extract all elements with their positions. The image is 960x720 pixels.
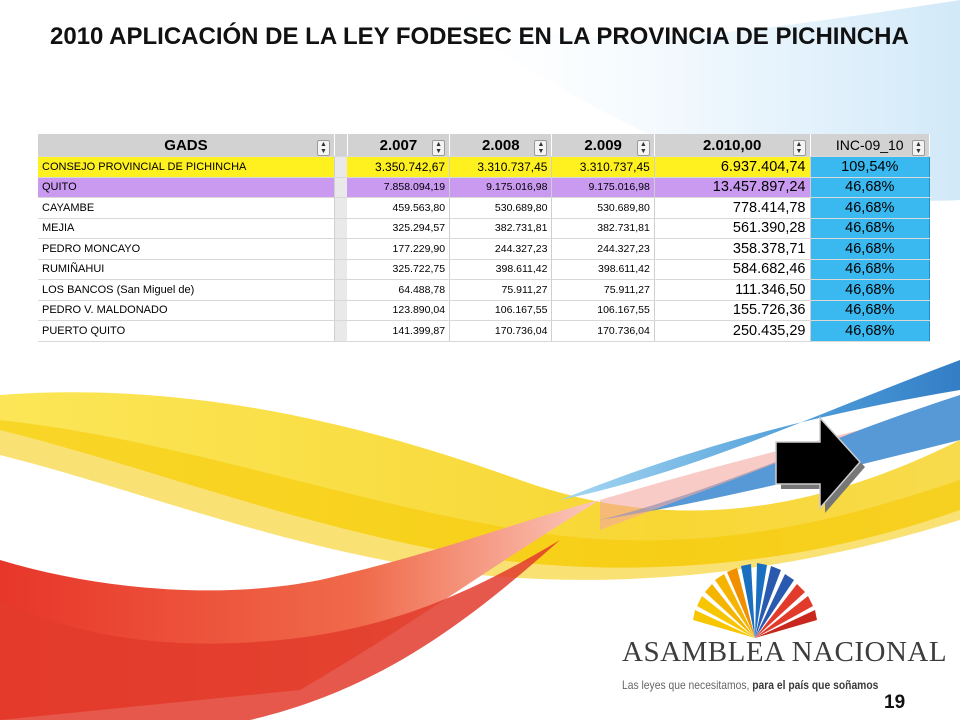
cell-2009: 530.689,80 (552, 198, 654, 219)
tagline-bold: para el país que soñamos (752, 678, 879, 692)
cell-2008: 530.689,80 (450, 198, 552, 219)
sort-arrows-icon[interactable]: ▲ ▼ (317, 140, 330, 156)
header-2010-label: 2.010,00 (702, 136, 762, 154)
row-name: MEJIA (38, 218, 334, 239)
cell-2008: 398.611,42 (450, 259, 552, 280)
cell-2010: 778.414,78 (654, 198, 810, 219)
gads-table-container (38, 134, 930, 340)
cell-2010: 13.457.897,24 (654, 177, 810, 198)
cell-2009: 3.310.737,45 (552, 157, 654, 178)
header-inc-label: INC-09_10 (835, 137, 904, 153)
row-name: LOS BANCOS (San Miguel de) (38, 280, 334, 301)
header-2009-label: 2.009 (584, 136, 622, 154)
column-gap (334, 198, 347, 219)
table-row (38, 177, 930, 198)
cell-inc: 46,68% (810, 177, 930, 198)
cell-2008: 170.736,04 (450, 321, 552, 342)
sort-arrows-icon[interactable]: ▲ ▼ (637, 140, 650, 156)
cell-2009: 170.736,04 (552, 321, 654, 342)
cell-2008: 9.175.016,98 (450, 177, 552, 198)
table-row (38, 280, 930, 301)
right-arrow-icon[interactable] (774, 414, 866, 516)
cell-inc: 46,68% (810, 198, 930, 219)
sun-logo-icon (690, 560, 820, 640)
table-header-row (38, 134, 930, 157)
header-inc[interactable] (810, 134, 930, 157)
cell-inc: 46,68% (810, 218, 930, 239)
cell-2007: 325.722,75 (347, 259, 449, 280)
sort-arrows-icon[interactable]: ▲ ▼ (793, 140, 806, 156)
cell-2010: 250.435,29 (654, 321, 810, 342)
cell-2010: 561.390,28 (654, 218, 810, 239)
header-2007[interactable] (347, 134, 449, 157)
row-name: PUERTO QUITO (38, 321, 334, 342)
cell-inc: 46,68% (810, 300, 930, 321)
sort-arrows-icon[interactable]: ▲ ▼ (432, 140, 445, 156)
cell-2008: 106.167,55 (450, 300, 552, 321)
column-gap (334, 321, 347, 342)
cell-2007: 64.488,78 (347, 280, 449, 301)
cell-2009: 75.911,27 (552, 280, 654, 301)
table-row (38, 239, 930, 260)
cell-2009: 9.175.016,98 (552, 177, 654, 198)
cell-2010: 111.346,50 (654, 280, 810, 301)
row-name: RUMIÑAHUI (38, 259, 334, 280)
cell-2008: 382.731,81 (450, 218, 552, 239)
cell-2008: 75.911,27 (450, 280, 552, 301)
column-gap (334, 177, 347, 198)
cell-2009: 398.611,42 (552, 259, 654, 280)
column-gap (334, 134, 347, 157)
cell-inc: 46,68% (810, 321, 930, 342)
column-gap (334, 157, 347, 178)
column-gap (334, 280, 347, 301)
table-row (38, 198, 930, 219)
cell-inc: 109,54% (810, 157, 930, 178)
cell-2007: 325.294,57 (347, 218, 449, 239)
cell-2007: 7.858.094,19 (347, 177, 449, 198)
header-2008-label: 2.008 (482, 136, 520, 154)
sort-arrows-icon[interactable]: ▲ ▼ (912, 140, 925, 156)
row-name: CONSEJO PROVINCIAL DE PICHINCHA (38, 157, 334, 178)
header-gads-label: GADS (164, 136, 208, 154)
table-row (38, 321, 930, 342)
column-gap (334, 239, 347, 260)
cell-2008: 3.310.737,45 (450, 157, 552, 178)
slide-title: 2010 APLICACIÓN DE LA LEY FODESEC EN LA PROVINCIA DE PICHINCHA (50, 23, 909, 50)
cell-inc: 46,68% (810, 259, 930, 280)
cell-2007: 459.563,80 (347, 198, 449, 219)
row-name: PEDRO MONCAYO (38, 239, 334, 260)
header-2008[interactable] (450, 134, 552, 157)
cell-2010: 358.378,71 (654, 239, 810, 260)
cell-2007: 3.350.742,67 (347, 157, 449, 178)
cell-2010: 155.726,36 (654, 300, 810, 321)
header-2010[interactable] (654, 134, 810, 157)
sort-arrows-icon[interactable]: ▲ ▼ (534, 140, 547, 156)
table-row (38, 300, 930, 321)
cell-2007: 141.399,87 (347, 321, 449, 342)
table-row (38, 218, 930, 239)
column-gap (334, 218, 347, 239)
cell-inc: 46,68% (810, 239, 930, 260)
row-name: PEDRO V. MALDONADO (38, 300, 334, 321)
table-row (38, 157, 930, 178)
cell-inc: 46,68% (810, 280, 930, 301)
logo-name: ASAMBLEA NACIONAL (622, 636, 948, 668)
table-row (38, 259, 930, 280)
row-name: CAYAMBE (38, 198, 334, 219)
header-gads[interactable] (38, 134, 334, 157)
logo-tagline (622, 678, 878, 692)
header-2007-label: 2.007 (379, 136, 418, 154)
cell-2009: 244.327,23 (552, 239, 654, 260)
cell-2008: 244.327,23 (450, 239, 552, 260)
page-number: 19 (884, 692, 906, 713)
cell-2007: 123.890,04 (347, 300, 449, 321)
column-gap (334, 259, 347, 280)
cell-2009: 382.731,81 (552, 218, 654, 239)
column-gap (334, 300, 347, 321)
gads-table (38, 134, 930, 342)
cell-2009: 106.167,55 (552, 300, 654, 321)
tagline-light: Las leyes que necesitamos, (622, 678, 753, 692)
cell-2007: 177.229,90 (347, 239, 449, 260)
header-2009[interactable] (552, 134, 654, 157)
cell-2010: 584.682,46 (654, 259, 810, 280)
cell-2010: 6.937.404,74 (654, 157, 810, 178)
row-name: QUITO (38, 177, 334, 198)
